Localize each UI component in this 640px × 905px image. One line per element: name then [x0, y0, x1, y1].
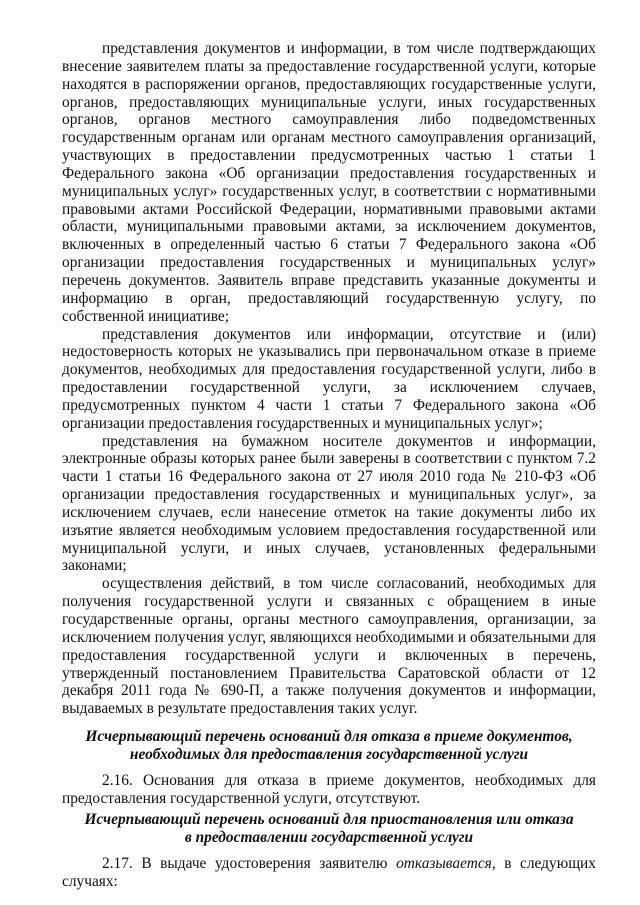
section-heading-suspension-refusal: [62, 811, 596, 847]
heading-line: Исчерпывающий перечень оснований для отказа в приеме документов,: [85, 728, 573, 746]
section-heading-refusal-acceptance: [62, 728, 596, 764]
paragraph-paper-documents: представления на бумажном носителе документов и информации, электронные образы которых ранее были заверены в соответствии с пунктом 7.2 части 1 статьи 16 Федерального закона от 27 июля 2010 года № 210-ФЗ «Об организации предоставления государственных и муниципальных услуг», за исключением случаев, если нанесение отметок на такие документы либо их изъятие является необходимым условием предоставления государственной или муниципальной услуги, и иных случаев, установленных федеральными законами;: [62, 432, 596, 575]
paragraph-actions-approvals: осуществления действий, в том числе согласований, необходимых для получения государственной услуги и связанных с обращением в иные государственные органы, органы местного самоуправления, организации, за исключением получения услуг, являющихся необходимыми и обязательными для предоставления государственной услуги и включенных в перечень, утвержденный постановлением Правительства Саратовской области от 12 декабря 2011 года № 690-П, а также получения документов и информации, выдаваемых в результате предоставления таких услуг.: [62, 575, 596, 718]
paragraph-documents-in-possession: представления документов и информации, в том числе подтверждающих внесение заявителем платы за предоставление государственной услуги, которые находятся в распоряжении органов, предоставляющих государственные услуги, органов, предоставляющих муниципальные услуги, иных государственных органов, органов местного самоуправления либо подведомственных государственным органам или органам местного самоуправления организаций, участвующих в предоставлении предусмотренных частью 1 статьи 1 Федерального закона «Об организации предоставления государственных и муниципальных услуг» государственных услуг, в соответствии с нормативными правовыми актами Российской Федерации, нормативными правовыми актами области, муниципальными правовыми актами, за исключением документов, включенных в определенный частью 6 статьи 7 Федерального закона «Об организации предоставления государственных и муниципальных услуг» перечень документов. Заявитель вправе представить указанные документы и информацию в орган, предоставляющий государственную услугу, по собственной инициативе;: [62, 40, 596, 325]
heading-line: необходимых для предоставления государственной услуги: [129, 745, 529, 763]
paragraph-2-16: 2.16. Основания для отказа в приеме документов, необходимых для предоставления государственной услуги, отсутствуют.: [62, 771, 596, 807]
document-page: [62, 40, 596, 891]
heading-line: Исчерпывающий перечень оснований для приостановления или отказа: [84, 811, 574, 829]
paragraph-2-17-text-end: , в следующих случаях:: [62, 855, 596, 890]
paragraph-2-17: [62, 855, 596, 891]
paragraph-unreported-inaccuracy: представления документов или информации, отсутствие и (или) недостоверность которых не указывались при первоначальном отказе в приеме документов, необходимых для предоставления государственной услуги, либо в предоставлении государственной услуги, за исключением случаев, предусмотренных пунктом 4 части 1 статьи 7 Федерального закона «Об организации предоставления государственных и муниципальных услуг»;: [62, 325, 596, 432]
emphasized-word: отказывается: [396, 855, 492, 873]
heading-line: в предоставлении государственной услуги: [184, 829, 474, 847]
paragraph-2-17-text: 2.17. В выдаче удостоверения заявителю: [102, 855, 397, 873]
